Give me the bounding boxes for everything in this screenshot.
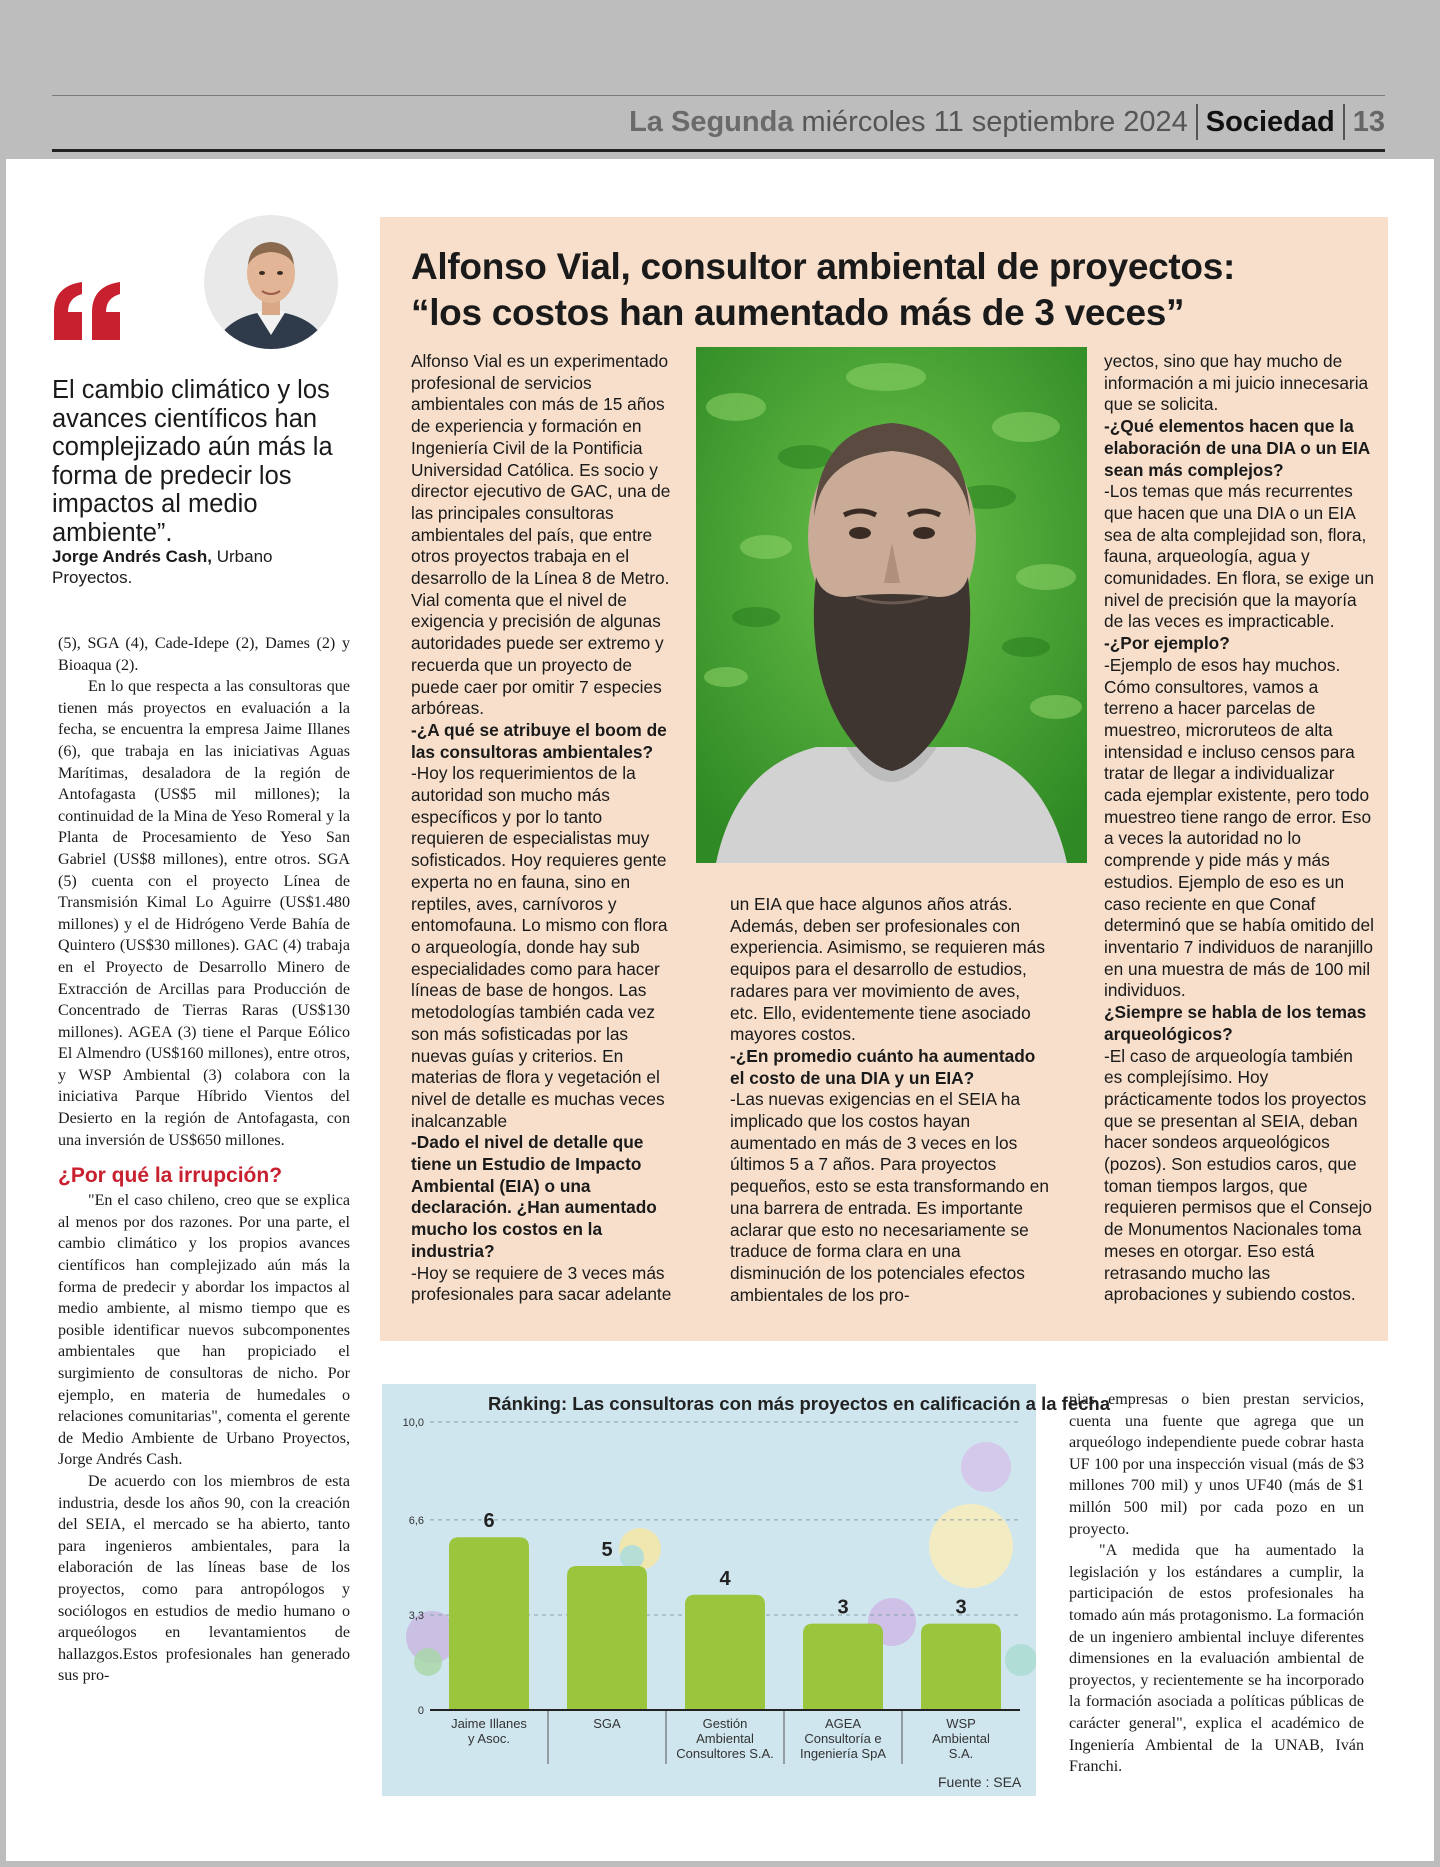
bar-value-label: 6 bbox=[483, 1510, 495, 1533]
author-portrait bbox=[204, 215, 338, 349]
bar bbox=[921, 1624, 1001, 1710]
category-label: Consultores S.A. bbox=[676, 1746, 774, 1761]
interview-paragraph: -Las nuevas exigencias en el SEIA ha implicado que los costos hayan aumentado en más de 3 veces en los últimos 5 a 7 años. Para proyectos pequeños, esto se esta transformando en una barrera de entrada. Es importante aclarar que esto no necesariamente se traduce de forma clara en una disminución de los potenciales efectos ambientales de los pro- bbox=[730, 1089, 1049, 1305]
headline-line: “los costos han aumentado más de 3 veces” bbox=[411, 292, 1185, 333]
y-tick-label: 0 bbox=[417, 1705, 424, 1717]
interview-headline bbox=[411, 244, 1371, 336]
decorative-bubble bbox=[929, 1504, 1013, 1588]
interview-column-1 bbox=[411, 351, 675, 1306]
interview-paragraph: -Ejemplo de esos hay muchos. Cómo consultores, vamos a terreno a hacer parcelas de muestreo, microruteos de alta intensidad e incluso censos para tratar de llegar a individualizar cada ejemplar existente, pero todo muestreo tiene rango de error. Eso a veces la autoridad no lo comprende y pide más y más estudios. Ejemplo de eso es un caso reciente en que Conaf determinó que se había omitido del inventario 7 individuos de naranjillo en una muestra de más de 100 mil individuos. bbox=[1104, 654, 1374, 1001]
pull-quote: El cambio climático y los avances científicos han complejizado aún más la forma de predecir los impactos al medio ambiente”. bbox=[52, 376, 333, 547]
interview-question: ¿Siempre se habla de los temas arqueológicos? bbox=[1104, 1002, 1367, 1044]
decorative-bubble bbox=[414, 1648, 442, 1676]
right-article-column bbox=[1069, 1389, 1364, 1778]
interviewee-photo bbox=[696, 347, 1087, 863]
header-rule-top bbox=[52, 95, 1385, 96]
interview-paragraph: yectos, sino que hay mucho de información a mi juicio innecesaria que se solicita. bbox=[1104, 351, 1369, 415]
article-paragraph: De acuerdo con los miembros de esta industria, desde los años 90, con la creación del SEIA, el mercado se ha abierto, tanto para ingenieros ambientales, para la elaboración de las líneas base de los proyectos, como para antropólogos y sociólogos en estudios de medio humano o arqueólogos en levantamientos de hallazgos.Estos profesionales han generado sus pro- bbox=[58, 1472, 350, 1685]
decorative-bubble bbox=[1005, 1644, 1036, 1676]
newspaper-name: La Segunda bbox=[629, 105, 794, 138]
category-label: S.A. bbox=[948, 1746, 974, 1761]
quote-author-org: Urbano Proyectos. bbox=[52, 547, 273, 587]
category-label: Gestión bbox=[702, 1716, 748, 1731]
header-rule-bottom bbox=[52, 149, 1385, 152]
interview-question: -Dado el nivel de detalle que tiene un Estudio de Impacto Ambiental (EIA) o una declaración. ¿Han aumentado mucho los costos en la industria? bbox=[411, 1132, 657, 1261]
masthead-separator bbox=[1343, 104, 1345, 140]
masthead bbox=[629, 100, 1385, 144]
bar-value-label: 3 bbox=[837, 1596, 849, 1619]
article-paragraph: "En el caso chileno, creo que se explica al menos por dos razones. Por una parte, el cambio climático y los propios avances científicos han complejizado aún más la forma de predecir y abordar los impactos al medio ambiente, al mismo tiempo que es posible identificar nuevos subcomponentes ambientales que han propiciado el surgimiento de consultoras de nicho. Por ejemplo, en materia de humedales o relaciones comunitarias", comenta el gerente de Medio Ambiente de Urbano Proyectos, Jorge Andrés Cash. bbox=[58, 1192, 350, 1469]
masthead-separator bbox=[1196, 104, 1198, 140]
y-tick-label: 6,6 bbox=[408, 1514, 424, 1527]
category-label: Ingeniería SpA bbox=[799, 1746, 887, 1761]
interview-column-2 bbox=[730, 894, 1052, 1306]
subheading: ¿Por qué la irrupción? bbox=[58, 1164, 283, 1188]
interview-paragraph: -Hoy los requerimientos de la autoridad son mucho más específicos y por lo tanto requieren de especialistas muy sofisticados. Hoy requieres gente experta no en fauna, sino en reptiles, aves, carnívoros y entomofauna. Lo mismo con flora o arqueología, donde hay sub especialidades como para hacer líneas de base de hongos. Las metodologías también cada vez son más sofisticadas por las nuevas guías y criterios. En materias de flora y vegetación el nivel de detalle es muchas veces inalcanzable bbox=[411, 763, 668, 1131]
quote-attribution bbox=[52, 546, 342, 588]
left-article-column bbox=[58, 633, 350, 1687]
bar bbox=[449, 1537, 529, 1710]
category-label: AGEA bbox=[824, 1716, 862, 1731]
quote-author-name: Jorge Andrés Cash, bbox=[52, 547, 212, 566]
bar-value-label: 4 bbox=[719, 1567, 731, 1590]
category-label: WSP bbox=[946, 1716, 976, 1731]
category-label: Jaime Illanes bbox=[451, 1716, 527, 1731]
interview-paragraph: Vial comenta que el nivel de exigencia y precisión de algunas autoridades puede ser extremo y recuerda que un proyecto de puede caer por omitir 7 especies arbóreas. bbox=[411, 589, 664, 719]
bar-value-label: 3 bbox=[955, 1596, 967, 1619]
article-paragraph: "A medida que ha aumentado la legislación y los estándares a cumplir, la participación de estos profesionales ha tomado aún más protagonismo. La formación de un ingeniero ambiental incluye diferentes dimensiones en la evaluación ambiental de proyectos, y recientemente se ha incorporado la formación asociada a políticas públicas de carácter general", explica el académico de Ingeniería Ambiental de la UNAB, Iván Franchi. bbox=[1069, 1542, 1364, 1776]
decorative-bubble bbox=[961, 1442, 1011, 1492]
y-tick-label: 10,0 bbox=[402, 1417, 424, 1429]
bar bbox=[685, 1595, 765, 1710]
article-paragraph: (5), SGA (4), Cade-Idepe (2), Dames (2) y Bioaqua (2). bbox=[58, 635, 350, 674]
section-name: Sociedad bbox=[1205, 105, 1335, 138]
decorative-bubble bbox=[620, 1545, 644, 1569]
interview-paragraph: -El caso de arqueología también es complejísimo. Hoy prácticamente todos los proyectos que se presentan al SEIA, deban hacer sondeos arqueológicos (pozos). Son estudios caros, que toman tiempos largos, que requieren permisos que el Consejo de Monumentos Nacionales toma meses en otorgar. Eso está retrasando mucho las aprobaciones y subiendo costos. bbox=[1104, 1045, 1373, 1305]
interview-paragraph: -Los temas que más recurrentes que hacen que una DIA o un EIA sea de alta complejidad son, flora, fauna, arqueología, agua y comunidades. En flora, se exige un nivel de precisión que la mayoría de las veces es impracticable. bbox=[1104, 481, 1374, 632]
bar bbox=[567, 1566, 647, 1710]
page-number: 13 bbox=[1352, 105, 1385, 138]
interview-paragraph: -Hoy se requiere de 3 veces más profesionales para sacar adelante bbox=[411, 1262, 672, 1305]
article-paragraph: En lo que respecta a las consultoras que tienen más proyectos en evaluación a la fecha, se encuentra la empresa Jaime Illanes (6), que trabaja en las iniciativas Aguas Marítimas, desaladora de la región de Antofagasta (US$5 mil millones); la continuidad de la Mina de Yeso Romeral y la Planta de Procesamiento de Yeso San Gabriel (US$8 millones), entre otros. SGA (5) cuenta con el proyecto Línea de Transmisión Kimal Lo Aguirre (US$1.480 millones) y el de Hidrógeno Verde Bahía de Quintero (US$30 millones). GAC (4) trabaja en el Proyecto de Desarrollo Minero de Extracción de Arcillas para Producción de Concentrado de Tierras Raras (US$130 millones). AGEA (3) tiene el Parque Eólico El Almendro (US$160 millones), entre otros, y WSP Ambiental (3) colabora con la iniciativa Parque Híbrido Vientos del Desierto en la región de Antofagasta, con una inversión de US$650 millones. bbox=[58, 678, 350, 1149]
category-label: y Asoc. bbox=[468, 1731, 510, 1746]
bar bbox=[803, 1624, 883, 1710]
interview-paragraph: un EIA que hace algunos años atrás. Además, deben ser profesionales con experiencia. Asimismo, se requieren más equipos para el desarrollo de estudios, radares para ver movimiento de aves, etc. Ello, evidentemente tiene asociado mayores costos. bbox=[730, 894, 1046, 1045]
category-label: Ambiental bbox=[696, 1731, 754, 1746]
bar-value-label: 5 bbox=[601, 1539, 613, 1561]
headline-line: Alfonso Vial, consultor ambiental de proyectos: bbox=[411, 246, 1236, 287]
bar-chart bbox=[382, 1384, 1036, 1796]
interview-question: -¿Qué elementos hacen que la elaboración de una DIA o un EIA sean más complejos? bbox=[1104, 416, 1370, 480]
interview-column-3 bbox=[1104, 351, 1374, 1306]
category-label: Ambiental bbox=[932, 1731, 990, 1746]
interview-question: -¿A qué se atribuye el boom de las consultoras ambientales? bbox=[411, 719, 667, 762]
interview-paragraph: Alfonso Vial es un experimentado profesional de servicios ambientales con más de 15 años de experiencia y formación en Ingeniería Civil de la Pontificia Universidad Católica. Es socio y director ejecutivo de GAC, una de las principales consultoras ambientales del país, que entre otros proyectos trabaja en el desarrollo de la Línea 8 de Metro. bbox=[411, 351, 671, 589]
publication-date: miércoles 11 septiembre 2024 bbox=[801, 105, 1188, 138]
article-paragraph: pias empresas o bien prestan servicios, cuenta una fuente que agrega que un arqueólogo independiente puede cobrar hasta UF 100 por una inspección visual (más de $3 millones 700 mil) y unos UF40 (más de $1 millón 500 mil) por cada pozo en un proyecto. bbox=[1069, 1391, 1364, 1538]
category-label: SGA bbox=[593, 1716, 621, 1731]
quote-mark-icon bbox=[52, 282, 124, 366]
interview-question: -¿Por ejemplo? bbox=[1104, 633, 1230, 654]
interview-question: -¿En promedio cuánto ha aumentado el costo de una DIA y un EIA? bbox=[730, 1045, 1036, 1088]
chart-title: Ránking: Las consultoras con más proyectos en calificación a la fecha bbox=[488, 1393, 1111, 1414]
chart-source: Fuente : SEA bbox=[938, 1774, 1022, 1790]
category-label: Consultoría e bbox=[804, 1731, 882, 1746]
y-tick-label: 3,3 bbox=[408, 1609, 424, 1622]
